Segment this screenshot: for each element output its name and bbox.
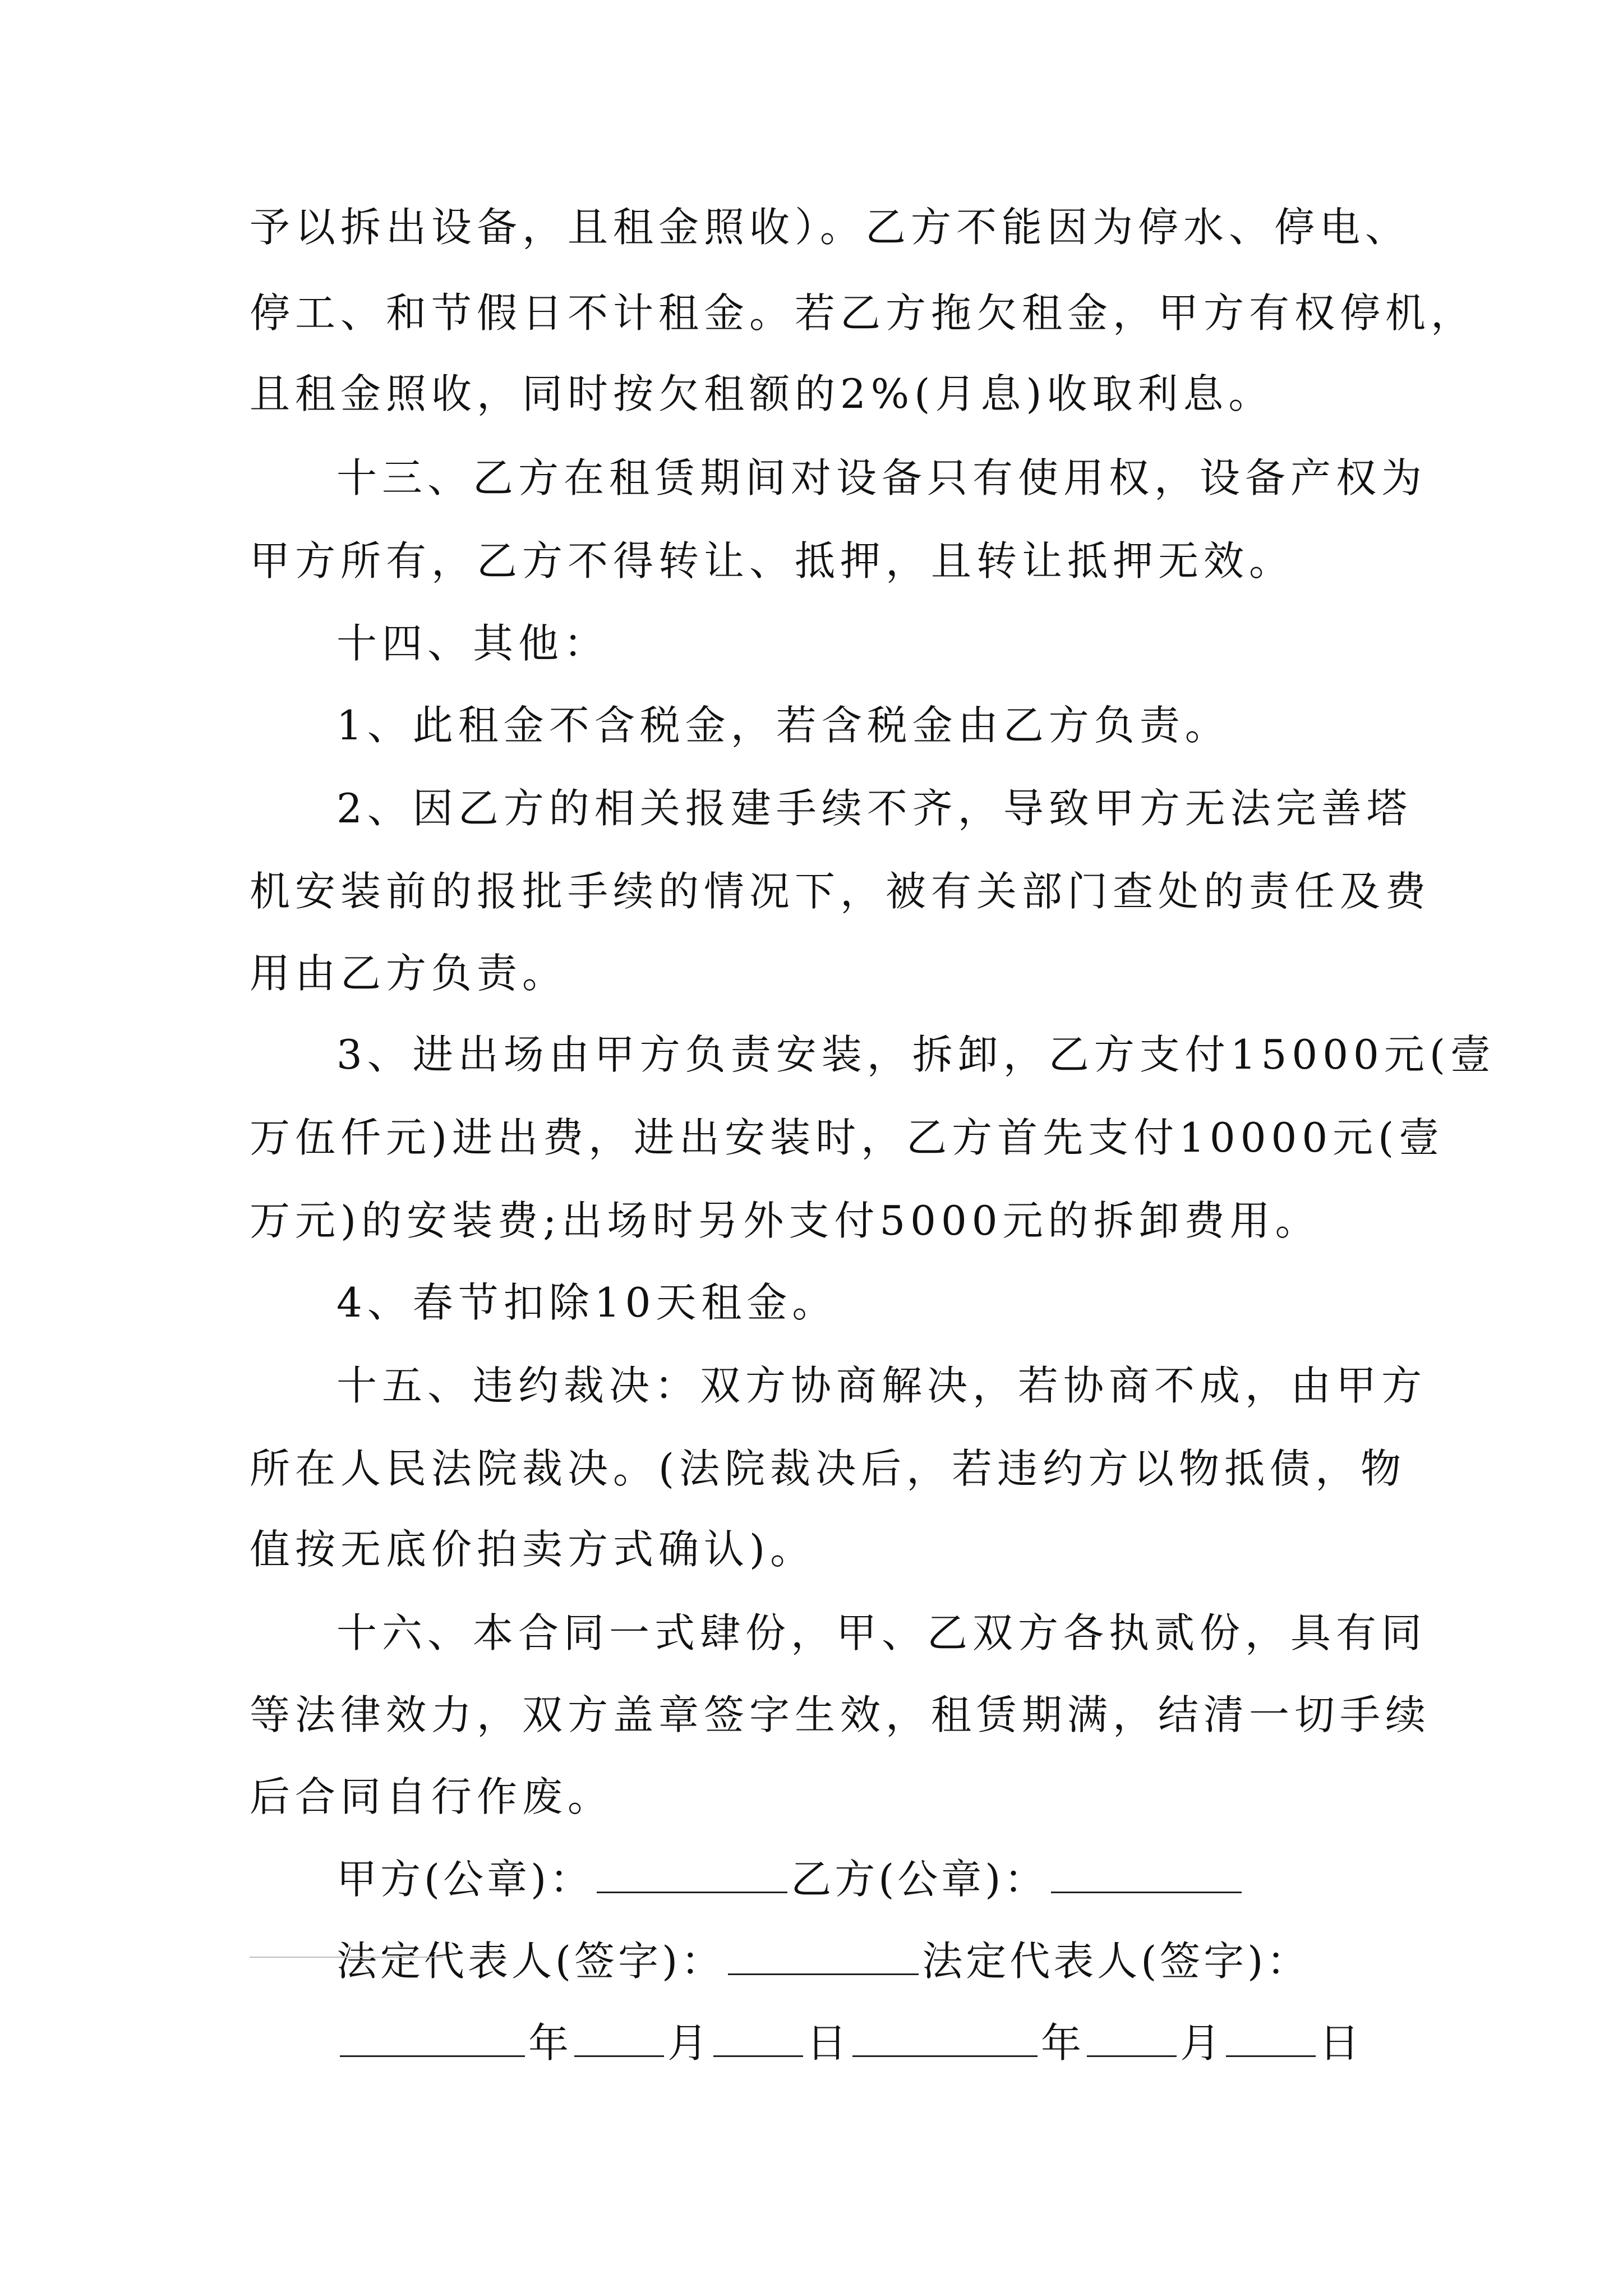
month-a-label: 月 <box>667 2019 711 2067</box>
clause-14-item-2-line-2: 机安装前的报批手续的情况下，被有关部门查处的责任及费 <box>250 868 1431 915</box>
clause-14-item-2-line-3: 用由乙方负责。 <box>250 950 568 997</box>
clause-14-item-2-line-1: 2、因乙方的相关报建手续不齐，导致甲方无法完善塔 <box>336 785 1412 832</box>
rep-a-label: 法定代表人(签字)： <box>336 1938 725 1985</box>
clause-14-item-3-line-2: 万伍仟元)进出费，进出安装时，乙方首先支付10000元(壹 <box>250 1114 1445 1161</box>
continuation-rule <box>250 1957 443 1958</box>
clause-16-line-3: 后合同自行作废。 <box>250 1773 614 1820</box>
day-a-label: 日 <box>806 2019 850 2067</box>
clause-13-line-1: 十三、乙方在租赁期间对设备只有使用权，设备产权为 <box>336 454 1427 501</box>
clause-14-item-3-line-1: 3、进出场由甲方负责安装，拆卸，乙方支付15000元(壹 <box>336 1031 1496 1078</box>
year-a-label: 年 <box>528 2019 571 2067</box>
clause-13-line-2: 甲方所有，乙方不得转让、抵押，且转让抵押无效。 <box>250 537 1295 585</box>
year-a-blank <box>340 2021 525 2057</box>
month-b-blank <box>1087 2021 1177 2057</box>
text-line-3: 且租金照收，同时按欠租额的2%(月息)收取利息。 <box>250 370 1274 417</box>
year-b-blank <box>852 2021 1038 2057</box>
clause-15-line-2: 所在人民法院裁决。(法院裁决后，若违约方以物抵债，物 <box>250 1445 1407 1492</box>
month-a-blank <box>574 2021 664 2057</box>
rep-a-blank <box>728 1939 919 1975</box>
clause-14-item-3-line-3: 万元)的安装费;出场时另外支付5000元的拆卸费用。 <box>250 1197 1321 1244</box>
month-b-label: 月 <box>1180 2019 1223 2067</box>
party-b-seal-blank <box>1051 1857 1242 1893</box>
day-b-label: 日 <box>1319 2019 1362 2067</box>
text-line-1: 予以拆出设备，且租金照收）。乙方不能因为停水、停电、 <box>250 204 1411 251</box>
day-b-blank <box>1226 2021 1316 2057</box>
clause-15-line-1: 十五、违约裁决：双方协商解决，若协商不成，由甲方 <box>336 1362 1427 1409</box>
party-a-seal-blank <box>597 1857 787 1893</box>
text-line-2: 停工、和节假日不计租金。若乙方拖欠租金，甲方有权停机， <box>250 289 1477 337</box>
year-b-label: 年 <box>1041 2019 1084 2067</box>
representative-line <box>336 1933 1310 1989</box>
party-a-seal-label: 甲方(公章)： <box>336 1856 594 1903</box>
clause-14-item-1: 1、此租金不含税金，若含税金由乙方负责。 <box>336 702 1230 749</box>
seal-line <box>336 1851 1245 1907</box>
party-b-seal-label: 乙方(公章)： <box>791 1856 1048 1903</box>
clause-15-line-3: 值按无底价拍卖方式确认)。 <box>250 1526 816 1573</box>
date-line <box>336 2015 1362 2071</box>
clause-14-heading: 十四、其他： <box>336 620 610 667</box>
rep-b-label: 法定代表人(签字)： <box>922 1938 1311 1985</box>
clause-14-item-4: 4、春节扣除10天租金。 <box>336 1279 838 1326</box>
day-a-blank <box>713 2021 803 2057</box>
clause-16-line-2: 等法律效力，双方盖章签字生效，租赁期满，结清一切手续 <box>250 1691 1431 1738</box>
clause-16-line-1: 十六、本合同一式肆份，甲、乙双方各执贰份，具有同 <box>336 1609 1427 1657</box>
